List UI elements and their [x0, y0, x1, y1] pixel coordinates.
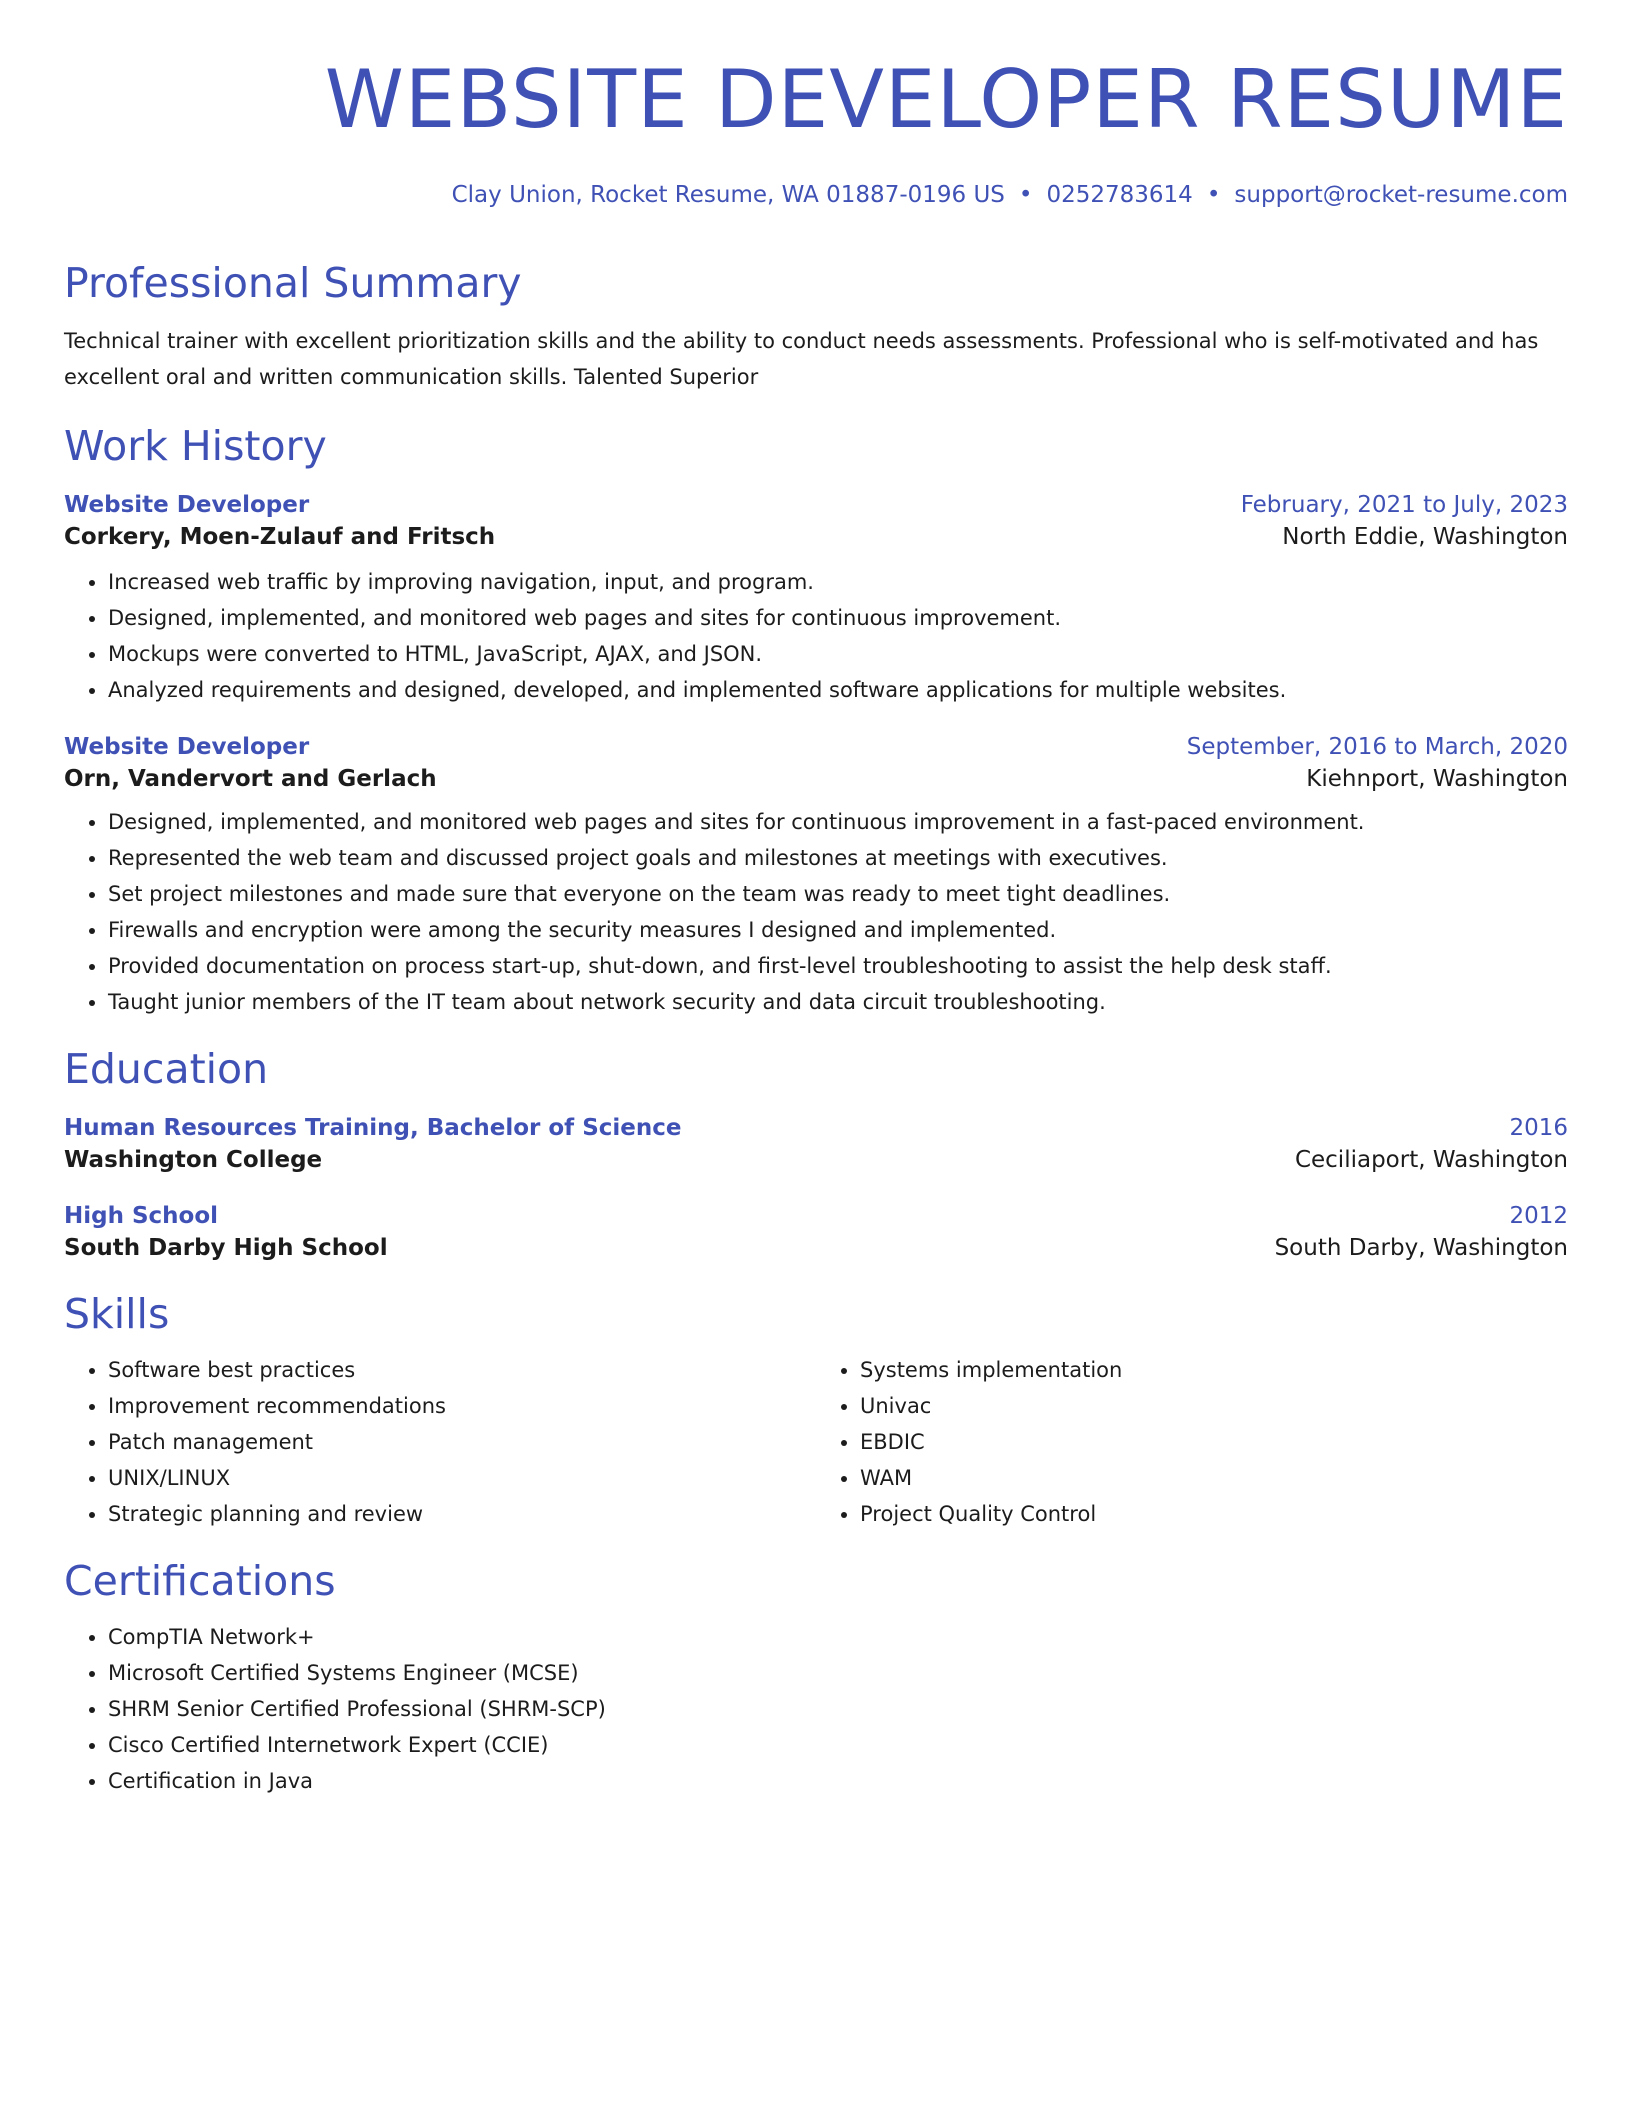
certifications-list — [64, 1619, 1568, 1799]
summary-section — [64, 260, 1568, 395]
skills-heading: Skills — [64, 1290, 170, 1339]
education-degree: Human Resources Training, Bachelor of Science — [64, 1115, 682, 1142]
job-company: Corkery, Moen-Zulauf and Fritsch — [64, 523, 496, 550]
list-item: • UNIX/LINUX — [108, 1460, 816, 1496]
list-item: • Provided documentation on process start-up, shut-down, and first-level troubleshooting to assist the help desk staff. — [108, 948, 1568, 984]
job-title: Website Developer — [64, 491, 310, 518]
list-item: • Software best practices — [108, 1352, 816, 1388]
list-item: • Taught junior members of the IT team about network security and data circuit troubleshooting. — [108, 984, 1568, 1020]
job-bullets — [64, 564, 1568, 708]
job-sub — [64, 524, 1568, 550]
contact-separator: • — [1206, 182, 1221, 208]
job-head — [64, 734, 1568, 760]
skills-columns — [64, 1352, 1568, 1532]
education-location: Ceciliaport, Washington — [1294, 1147, 1568, 1174]
work-section — [64, 423, 1568, 1020]
list-item: • WAM — [860, 1460, 1568, 1496]
list-item: • Mockups were converted to HTML, JavaScript, AJAX, and JSON. — [108, 636, 1568, 672]
job-entry — [64, 734, 1568, 1020]
summary-heading: Professional Summary — [64, 258, 522, 307]
job-entry — [64, 492, 1568, 708]
education-location: South Darby, Washington — [1274, 1235, 1568, 1262]
contact-separator: • — [1018, 182, 1033, 208]
education-heading: Education — [64, 1044, 269, 1093]
list-item: • Set project milestones and made sure that everyone on the team was ready to meet tight deadlines. — [108, 876, 1568, 912]
education-degree: High School — [64, 1203, 219, 1230]
job-title: Website Developer — [64, 733, 310, 760]
job-company: Orn, Vandervort and Gerlach — [64, 765, 437, 792]
job-dates: September, 2016 to March, 2020 — [1186, 733, 1568, 760]
skills-section — [64, 1291, 1568, 1532]
education-section — [64, 1046, 1568, 1261]
list-item: • Represented the web team and discussed project goals and milestones at meetings with executives. — [108, 840, 1568, 876]
list-item: • Firewalls and encryption were among the security measures I designed and implemented. — [108, 912, 1568, 948]
list-item: • Analyzed requirements and designed, developed, and implemented software applications for multiple websites. — [108, 672, 1568, 708]
list-item: • CompTIA Network+ — [108, 1619, 1568, 1655]
list-item: • Strategic planning and review — [108, 1496, 816, 1532]
education-year: 2016 — [1509, 1115, 1568, 1142]
job-location: North Eddie, Washington — [1282, 523, 1568, 550]
summary-text: Technical trainer with excellent prioritization skills and the ability to conduct needs assessments. Professional who is self-motivated and has excellent oral and written communication skills. Talented Superior — [64, 328, 1539, 389]
list-item: • Increased web traffic by improving navigation, input, and program. — [108, 564, 1568, 600]
certifications-heading: Certifications — [64, 1557, 336, 1606]
contact-email[interactable]: support@rocket-resume.com — [1234, 182, 1568, 208]
list-item: • Designed, implemented, and monitored web pages and sites for continuous improvement in a fast-paced environment. — [108, 804, 1568, 840]
list-item: • Patch management — [108, 1424, 816, 1460]
job-bullets — [64, 804, 1568, 1020]
education-entry — [64, 1115, 1568, 1173]
job-location: Kiehnport, Washington — [1306, 765, 1568, 792]
education-head — [64, 1203, 1568, 1229]
skills-list-left — [64, 1352, 816, 1532]
list-item: • Certification in Java — [108, 1763, 1568, 1799]
job-head — [64, 492, 1568, 518]
list-item: • Designed, implemented, and monitored web pages and sites for continuous improvement. — [108, 600, 1568, 636]
job-dates: February, 2021 to July, 2023 — [1240, 491, 1568, 518]
list-item: • Systems implementation — [860, 1352, 1568, 1388]
contact-address: Clay Union, Rocket Resume, WA 01887-0196 US — [451, 182, 1005, 208]
education-head — [64, 1115, 1568, 1141]
list-item: • Microsoft Certified Systems Engineer (MCSE) — [108, 1655, 1568, 1691]
education-year: 2012 — [1509, 1203, 1568, 1230]
list-item: • EBDIC — [860, 1424, 1568, 1460]
list-item: • Univac — [860, 1388, 1568, 1424]
resume-title: WEBSITE DEVELOPER RESUME — [324, 53, 1568, 146]
education-sub — [64, 1147, 1568, 1173]
education-school: Washington College — [64, 1147, 323, 1174]
list-item: • SHRM Senior Certified Professional (SHRM-SCP) — [108, 1691, 1568, 1727]
list-item: • Project Quality Control — [860, 1496, 1568, 1532]
work-heading: Work History — [64, 421, 327, 470]
resume-page — [64, 0, 1568, 1799]
list-item: • Cisco Certified Internetwork Expert (CCIE) — [108, 1727, 1568, 1763]
contact-phone: 0252783614 — [1046, 182, 1193, 208]
certifications-section — [64, 1558, 1568, 1799]
job-sub — [64, 766, 1568, 792]
list-item: • Improvement recommendations — [108, 1388, 816, 1424]
contact-line — [64, 182, 1568, 210]
skills-list-right — [816, 1352, 1568, 1532]
education-sub — [64, 1235, 1568, 1261]
education-entry — [64, 1203, 1568, 1261]
education-school: South Darby High School — [64, 1235, 388, 1262]
